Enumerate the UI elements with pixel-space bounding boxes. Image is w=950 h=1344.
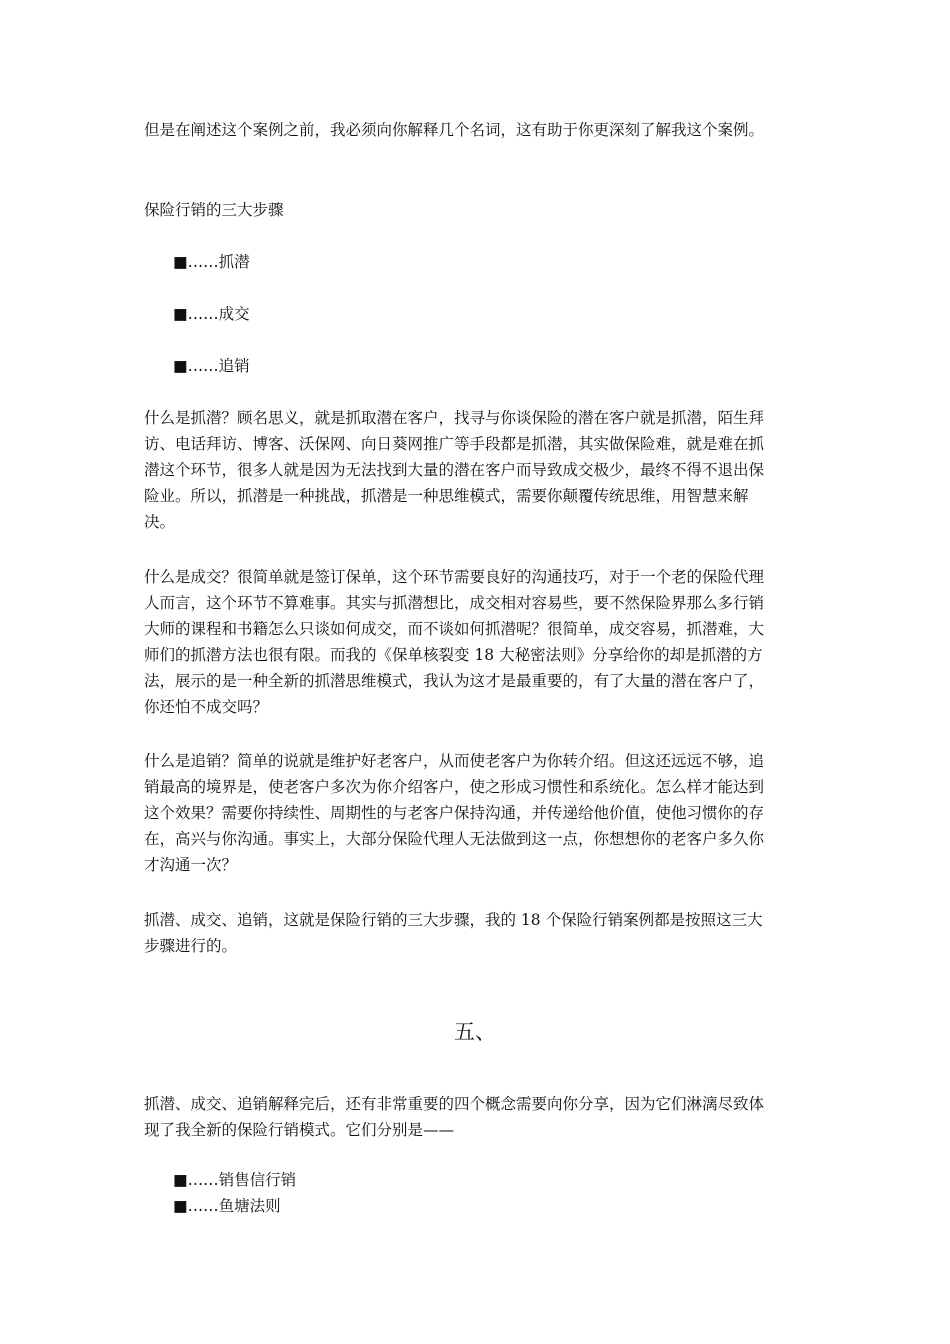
paragraph-summary: 抓潜、成交、追销，这就是保险行销的三大步骤，我的 18 个保险行销案例都是按照这三大步骤进行的。 bbox=[144, 911, 763, 955]
paragraph-zhuaqian: 什么是抓潜？顾名思义，就是抓取潜在客户，找寻与你谈保险的潜在客户就是抓潜，陌生拜访、电话拜访、博客、沃保网、向日葵网推广等手段都是抓潜，其实做保险难，就是难在抓潜这个环节，很多人就是因为无法找到大量的潜在客户而导致成交极少，最终不得不退出保险业。所以，抓潜是一种挑战，抓潜是一种思维模式，需要你颠覆传统思维，用智慧来解决。 bbox=[144, 409, 765, 531]
paragraph-concepts: 抓潜、成交、追销解释完后，还有非常重要的四个概念需要向你分享，因为它们淋漓尽致体现了我全新的保险行销模式。它们分别是—— bbox=[144, 1095, 765, 1139]
step-item-chengjiao: ■……成交 bbox=[173, 305, 250, 323]
steps-title: 保险行销的三大步骤 bbox=[144, 201, 284, 219]
paragraph-chengjiao: 什么是成交？很简单就是签订保单，这个环节需要良好的沟通技巧，对于一个老的保险代理人而言，这个环节不算难事。其实与抓潜想比，成交相对容易些，要不然保险界那么多行销大师的课程和书籍怎么只谈如何成交，而不谈如何抓潜呢？很简单，成交容易，抓潜难，大师们的抓潜方法也很有限。而我的《保单核裂变 18 大秘密法则》分享给你的却是抓潜的方法，展示的是一种全新的抓潜思维模式，我认为这才是最重要的，有了大量的潜在客户了，你还怕不成交吗？ bbox=[144, 568, 765, 716]
paragraph-zhuixiao: 什么是追销？简单的说就是维护好老客户，从而使老客户为你转介绍。但这还远远不够，追销最高的境界是，使老客户多次为你介绍客户，使之形成习惯性和系统化。怎么样才能达到这个效果？需要你持续性、周期性的与老客户保持沟通，并传递给他价值，使他习惯你的存在，高兴与你沟通。事实上，大部分保险代理人无法做到这一点，你想想你的老客户多久你才沟通一次？ bbox=[144, 752, 765, 874]
step-item-zhuixiao: ■……追销 bbox=[173, 357, 250, 375]
concept-item-fishpond: ■……鱼塘法则 bbox=[173, 1197, 281, 1215]
section-heading: 五、 bbox=[454, 1020, 496, 1044]
step-item-zhuaqian: ■……抓潜 bbox=[173, 253, 250, 271]
concept-item-sales-letter: ■……销售信行销 bbox=[173, 1171, 297, 1189]
intro-paragraph: 但是在阐述这个案例之前，我必须向你解释几个名词，这有助于你更深刻了解我这个案例。 bbox=[144, 121, 765, 139]
